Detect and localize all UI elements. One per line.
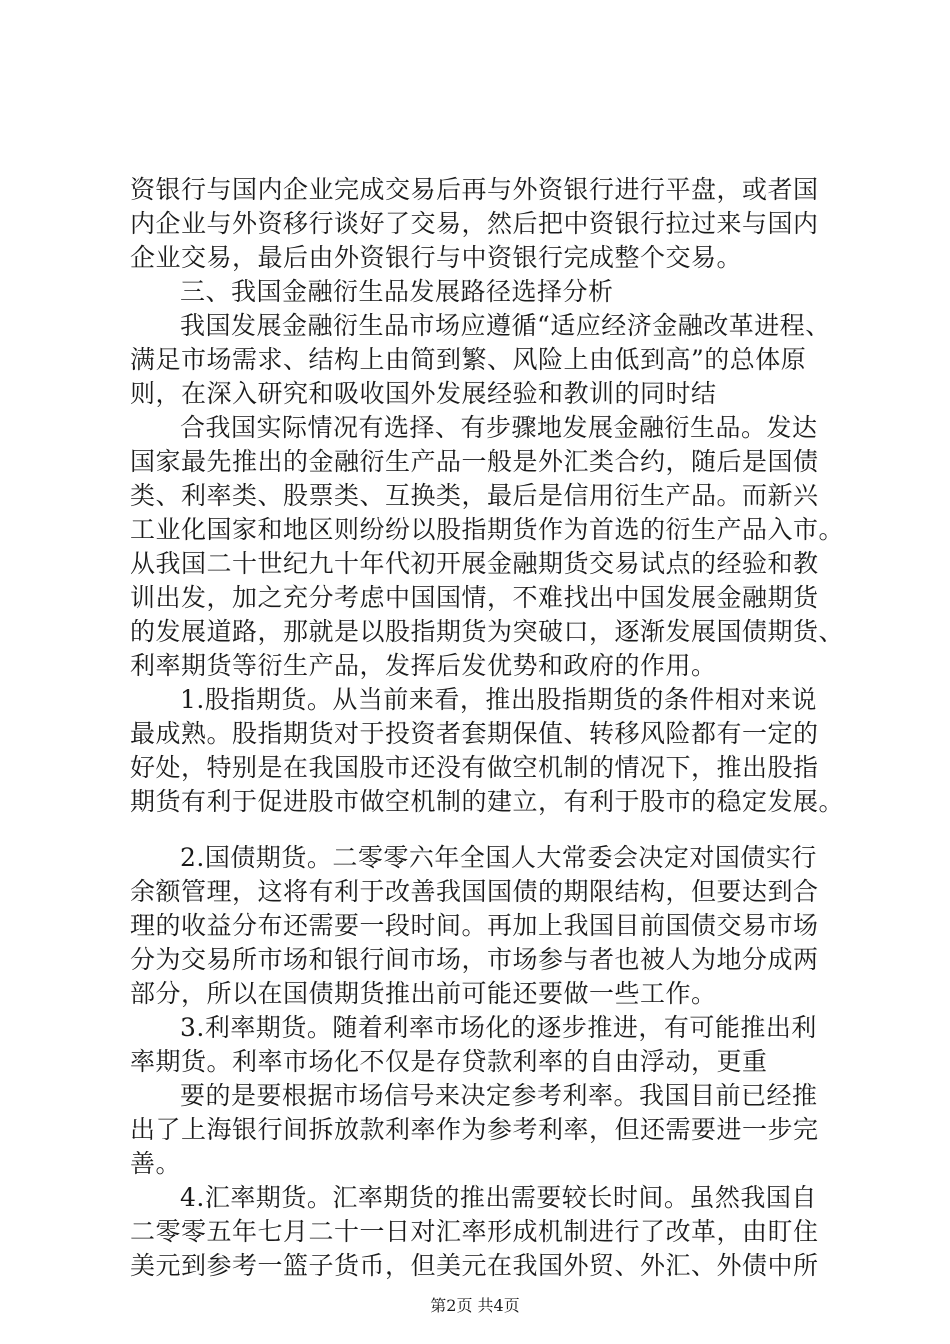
text-line: 好处，特别是在我国股市还没有做空机制的情况下，推出股指	[130, 753, 819, 782]
text-line: 美元到参考一篮子货币，但美元在我国外贸、外汇、外债中所	[130, 1251, 819, 1280]
text-line: 利率期货等衍生产品，发挥后发优势和政府的作用。	[130, 651, 717, 680]
text-line: 合我国实际情况有选择、有步骤地发展金融衍生品。发达	[180, 413, 818, 442]
text-line: 分为交易所市场和银行间市场，市场参与者也被人为地分成两	[130, 945, 819, 974]
text-line: 部分，所以在国债期货推出前可能还要做一些工作。	[130, 979, 717, 1008]
text-line: 要的是要根据市场信号来决定参考利率。我国目前已经推	[180, 1081, 818, 1110]
text-line: 的发展道路，那就是以股指期货为突破口，逐渐发展国债期货、	[130, 617, 845, 646]
text-line: 则，在深入研究和吸收国外发展经验和教训的同时结	[130, 379, 717, 408]
text-line: 训出发，加之充分考虑中国国情，不难找出中国发展金融期货	[130, 583, 819, 612]
text-line: 资银行与国内企业完成交易后再与外资银行进行平盘，或者国	[130, 175, 819, 204]
text-line: 类、利率类、股票类、互换类，最后是信用衍生产品。而新兴	[130, 481, 819, 510]
section-heading: 三、我国金融衍生品发展路径选择分析	[180, 277, 614, 306]
text-line: 3.利率期货。随着利率市场化的逐步推进，有可能推出利	[180, 1013, 817, 1042]
text-line: 善。	[130, 1149, 182, 1178]
text-line: 理的收益分布还需要一段时间。再加上我国目前国债交易市场	[130, 911, 819, 940]
text-line: 期货有利于促进股市做空机制的建立，有利于股市的稳定发展。	[130, 787, 845, 816]
text-line: 国家最先推出的金融衍生产品一般是外汇类合约，随后是国债	[130, 447, 819, 476]
text-line: 内企业与外资移行谈好了交易，然后把中资银行拉过来与国内	[130, 209, 819, 238]
text-line: 从我国二十世纪九十年代初开展金融期货交易试点的经验和教	[130, 549, 819, 578]
text-line: 二零零五年七月二十一日对汇率形成机制进行了改革，由盯住	[130, 1217, 819, 1246]
text-line: 满足市场需求、结构上由简到繁、风险上由低到高”的总体原	[130, 345, 807, 374]
text-line: 率期货。利率市场化不仅是存贷款利率的自由浮动，更重	[130, 1047, 768, 1076]
text-line: 工业化国家和地区则纷纷以股指期货作为首选的衍生产品入市。	[130, 515, 845, 544]
text-line: 企业交易，最后由外资银行与中资银行完成整个交易。	[130, 243, 743, 272]
text-line: 余额管理，这将有利于改善我国国债的期限结构，但要达到合	[130, 877, 819, 906]
text-line: 我国发展金融衍生品市场应遵循“适应经济金融改革进程、	[180, 311, 831, 340]
text-line: 4.汇率期货。汇率期货的推出需要较长时间。虽然我国自	[180, 1183, 817, 1212]
text-line: 1.股指期货。从当前来看，推出股指期货的条件相对来说	[180, 685, 817, 714]
page-footer: 第2页 共4页	[430, 1296, 520, 1315]
text-line: 2.国债期货。二零零六年全国人大常委会决定对国债实行	[180, 843, 817, 872]
text-line: 最成熟。股指期货对于投资者套期保值、转移风险都有一定的	[130, 719, 819, 748]
text-line: 出了上海银行间拆放款利率作为参考利率，但还需要进一步完	[130, 1115, 819, 1144]
